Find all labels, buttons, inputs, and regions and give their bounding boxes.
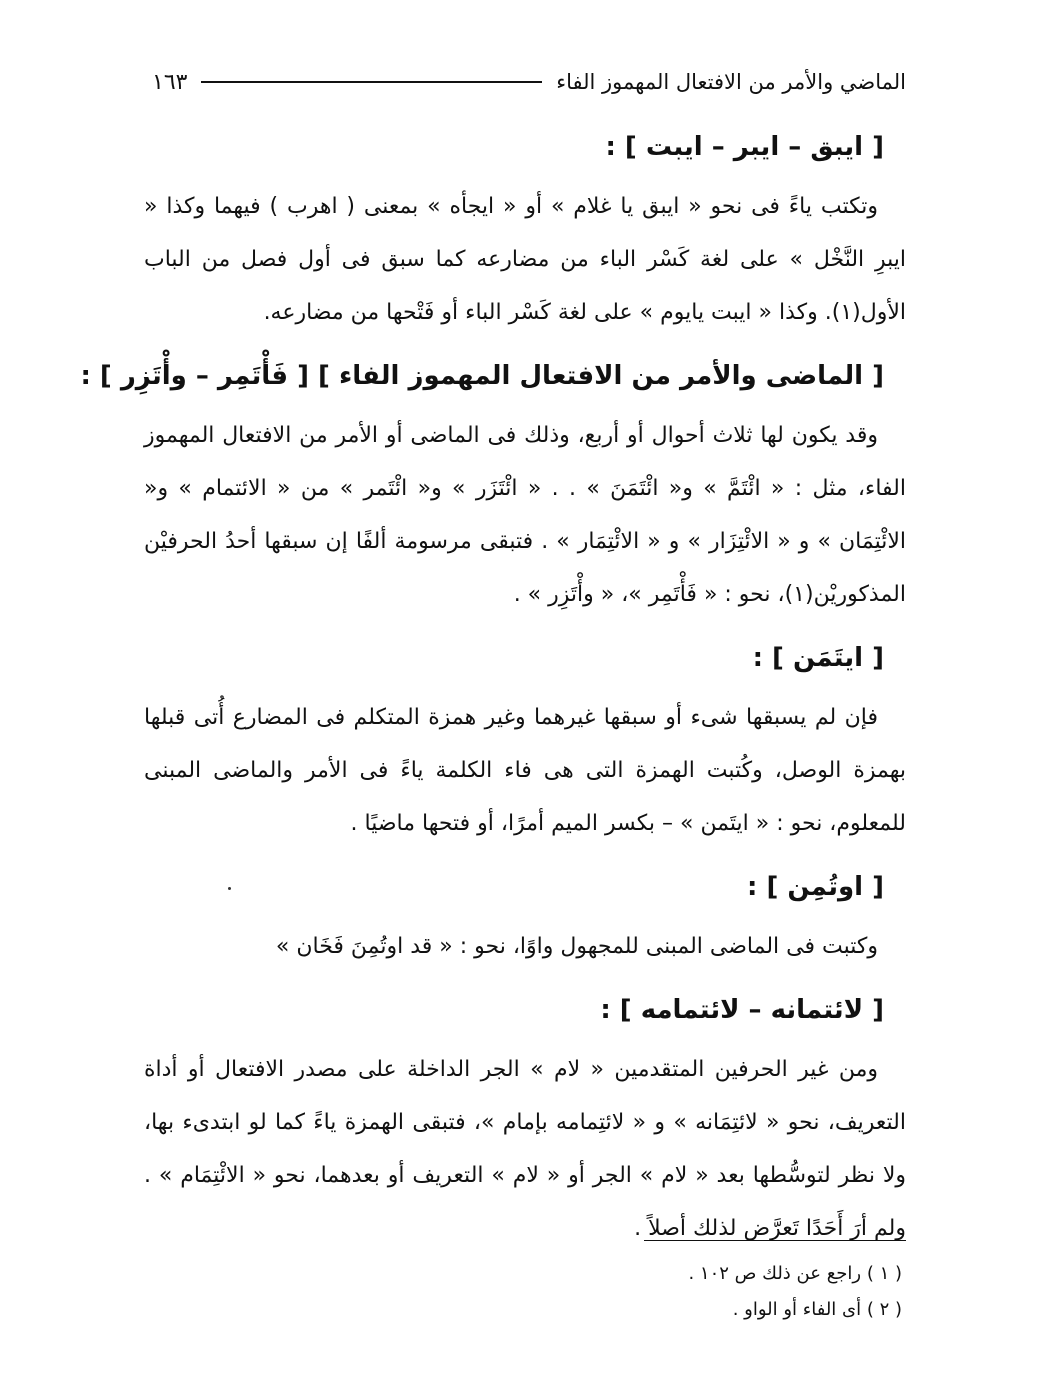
paragraph: وكتبت فى الماضى المبنى للمجهول واوًا، نحو : « قد اوتُمِنَ فَخَان » [275, 934, 878, 959]
running-header [152, 62, 906, 102]
paragraph: وتكتب ياءً فى نحو « ايبق يا غلام » أو « ايجأه » بمعنى ( اهرب ) فيهما وكذا « ايبرِ النَّخْل » على لغة كَسْر الباء من مضارعه كما سبق فى أول فصل من الباب الأول(١). وكذا « ايبت يايوم » على لغة كَسْر الباء أو فَتْحها من مضارعه. [144, 194, 906, 325]
section-utumin [144, 858, 906, 973]
paragraph: وقد يكون لها ثلاث أحوال أو أربع، وذلك فى الماضى أو الأمر من الافتعال المهموز الفاء، مثل : « ائْتَمَّ » و« ائْتَمَنَ » . . « ائْتَزَر » و« ائْتَمر » من « الائتمام » و« الائْتِمَان » و « الائْتِزَار » و « الائْتِمَار » . فتبقى مرسومة ألفًا إن سبقها أحدُ الحرفيْن المذكوريْن(١)، نحو : « فَأْتَمِر »، « وأْتَزِر » . [144, 423, 906, 607]
running-title: الماضي والأمر من الافتعال المهموز الفاء [556, 70, 906, 94]
section-heading: [ ايبق – ايبر – ايبت ] : [605, 132, 884, 162]
footnotes [144, 1256, 906, 1328]
section-itaman [144, 629, 906, 850]
footnote-1: ( ١ ) راجع عن ذلك ص ١٠٢ . [688, 1263, 902, 1284]
section-heading: [ الماضى والأمر من الافتعال المهموز الفاء ] [ فَأْتَمِر – وأْتَزِر ] : [80, 361, 884, 391]
footnote-separator [644, 1240, 906, 1241]
section-heading: [ ايتَمَن ] : [752, 643, 884, 673]
header-rule [201, 81, 542, 83]
print-speck [228, 887, 231, 890]
section-liitimanih [144, 981, 906, 1255]
page-number: ١٦٣ [152, 69, 188, 95]
section-ibq [144, 118, 906, 339]
paragraph: فإن لم يسبقها شىء أو سبقها غيرهما وغير همزة المتكلم فى المضارع أُتى قبلها بهمزة الوصل، وكُتبت الهمزة التى هى فاء الكلمة ياءً فى الأمر والماضى المبنى للمعلوم، نحو : « ايتَمن » – بكسر الميم أمرًا، أو فتحها ماضيًا . [144, 705, 906, 836]
footnote-2: ( ٢ ) أى الفاء أو الواو . [732, 1299, 902, 1320]
section-heading: [ لائتمانه – لائتمامه ] : [600, 995, 884, 1025]
paragraph: ومن غير الحرفين المتقدمين « لام » الجر الداخلة على مصدر الافتعال أو أداة التعريف، نحو « لائتِمَانه » و « لائتِمامه بإمام »، فتبقى الهمزة ياءً كما لو ابتدىء بها، ولا نظر لتوسُّطها بعد « لام » الجر أو « لام » التعريف أو بعدهما، نحو « الائْتِمَام » . ولم أرَ أَحَدًا تَعرَّض لذلك أصلاً . [144, 1057, 906, 1241]
section-heading: [ اوتُمِن ] : [747, 872, 884, 902]
section-madi-amr [80, 347, 906, 621]
page-body [80, 118, 906, 1263]
